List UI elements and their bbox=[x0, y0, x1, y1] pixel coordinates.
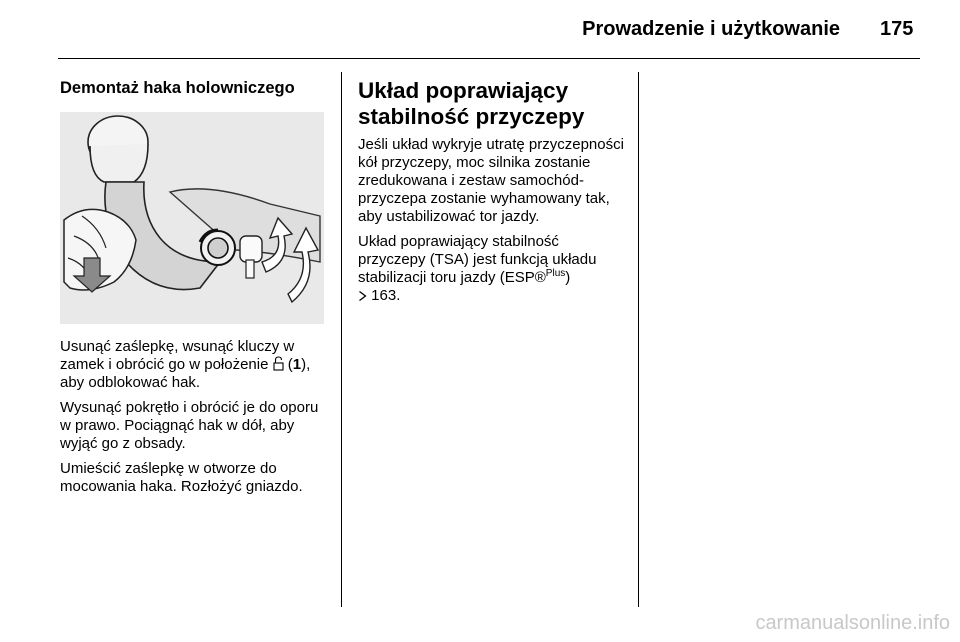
page-reference-arrow-icon bbox=[358, 290, 367, 302]
tow-hook-removal-illustration bbox=[60, 112, 324, 324]
left-column bbox=[60, 78, 332, 503]
header-rule bbox=[58, 58, 920, 59]
text-remove-cap-start: Usunąć zaślepkę, wsunąć kluczy w zamek i obrócić go w położenie bbox=[60, 338, 295, 373]
page-number: 175 bbox=[880, 18, 914, 40]
right-column bbox=[358, 78, 628, 312]
text-tsa-esp-start: Układ poprawiający stabilność przyczepy (TSA) jest funkcją układu stabilizacji toru jazdy (ESP® bbox=[358, 233, 597, 286]
text-paren-open: ( bbox=[283, 356, 293, 373]
section-heading-trailer-stability: Układ poprawiający stabilność przyczepy bbox=[358, 78, 585, 129]
header-title: Prowadzenie i użytkowanie bbox=[582, 18, 840, 40]
paragraph-pull-hook: Wysunąć pokrętło i obrócić je do oporu w prawo. Pociągnąć hak w dół, aby wyjąć go z obsady. bbox=[60, 399, 319, 452]
unlock-icon bbox=[273, 356, 284, 371]
text-tsa-esp-end: ) bbox=[565, 269, 571, 286]
paragraph-tsa-description: Jeśli układ wykryje utratę przyczepności kół przyczepy, moc silnika zostanie zredukowana i zestaw samochód-przyczepa zostanie wyhamowany tak, aby ustabilizować tor jazdy. bbox=[358, 136, 624, 225]
paragraph-place-cap: Umieścić zaślepkę w otworze do mocowania haka. Rozłożyć gniazdo. bbox=[60, 460, 303, 495]
text-remove-cap-end: ), aby odblokować hak. bbox=[60, 356, 311, 391]
text-position-number: 1 bbox=[292, 356, 302, 373]
section-heading-tow-hook-removal: Demontaż haka holowniczego bbox=[60, 79, 295, 97]
column-divider-right bbox=[638, 72, 639, 607]
paragraph-remove-cap bbox=[60, 338, 332, 392]
column-divider-left bbox=[341, 72, 342, 607]
text-page-reference: 163. bbox=[371, 287, 401, 304]
watermark: carmanualsonline.info bbox=[755, 612, 950, 634]
text-esp-plus-superscript: Plus bbox=[545, 268, 566, 279]
paragraph-tsa-esp bbox=[358, 233, 628, 305]
